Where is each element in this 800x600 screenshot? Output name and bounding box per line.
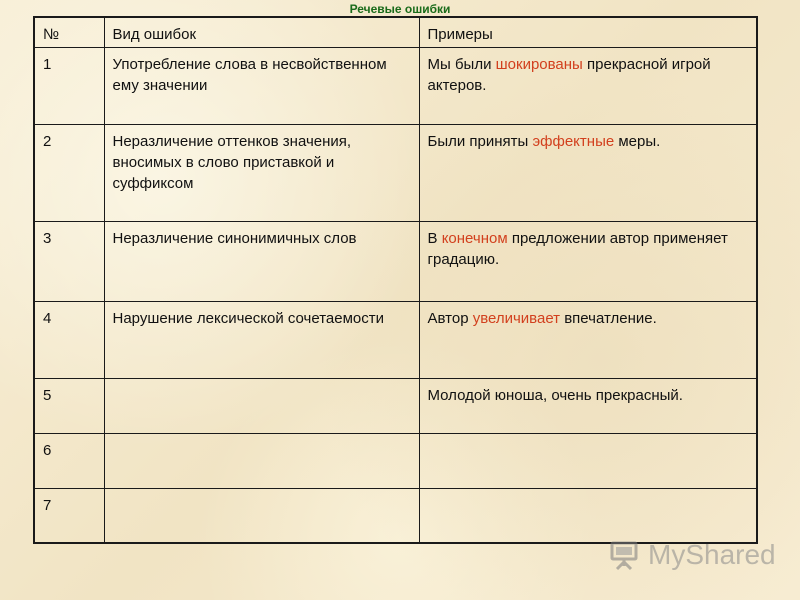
header-examples: Примеры xyxy=(419,17,757,47)
example-text: меры. xyxy=(614,132,661,150)
error-type-cell: Неразличение синонимичных слов xyxy=(104,221,419,301)
error-type-cell xyxy=(104,378,419,433)
error-type-cell xyxy=(104,433,419,488)
table-row xyxy=(34,488,757,543)
example-cell xyxy=(419,301,757,378)
highlighted-word: шокированы xyxy=(495,55,583,73)
row-number: 3 xyxy=(34,221,104,301)
error-type-cell xyxy=(104,488,419,543)
row-number: 6 xyxy=(34,433,104,488)
example-text: прекрасной игрой актеров. xyxy=(427,55,711,94)
example-text: предложении автор применяет градацию. xyxy=(427,229,728,268)
table-row xyxy=(34,378,757,433)
example-cell xyxy=(419,378,757,433)
slide-title: Речевые ошибки xyxy=(349,2,451,16)
table-row xyxy=(34,124,757,221)
header-number: № xyxy=(34,17,104,47)
example-text: Мы были xyxy=(427,55,496,73)
example-text: Были приняты xyxy=(427,132,533,150)
row-number: 1 xyxy=(34,47,104,124)
example-cell xyxy=(419,433,757,488)
table-row xyxy=(34,221,757,301)
watermark xyxy=(608,537,776,573)
watermark-text: MyShared xyxy=(648,539,776,570)
example-text: Молодой юноша, очень прекрасный. xyxy=(427,386,683,404)
error-type-cell: Неразличение оттенков значения, вносимых в слово приставкой и суффиксом xyxy=(104,124,419,221)
header-error-type: Вид ошибок xyxy=(104,17,419,47)
row-number: 5 xyxy=(34,378,104,433)
table-row xyxy=(34,301,757,378)
highlighted-word: увеличивает xyxy=(472,309,561,327)
presentation-board-icon xyxy=(608,538,642,572)
table-row xyxy=(34,47,757,124)
error-type-cell: Нарушение лексической сочетаемости xyxy=(104,301,419,378)
highlighted-word: эффектные xyxy=(532,132,615,150)
example-cell xyxy=(419,488,757,543)
table-header-row xyxy=(34,17,757,47)
speech-errors-table xyxy=(33,16,758,544)
highlighted-word: конечном xyxy=(441,229,508,247)
row-number: 4 xyxy=(34,301,104,378)
row-number: 2 xyxy=(34,124,104,221)
example-text: В xyxy=(427,229,442,247)
example-cell xyxy=(419,47,757,124)
table-row xyxy=(34,433,757,488)
example-text: Автор xyxy=(427,309,473,327)
row-number: 7 xyxy=(34,488,104,543)
example-cell xyxy=(419,124,757,221)
example-text: впечатление. xyxy=(560,309,657,327)
example-cell xyxy=(419,221,757,301)
error-type-cell: Употребление слова в несвойственном ему значении xyxy=(104,47,419,124)
